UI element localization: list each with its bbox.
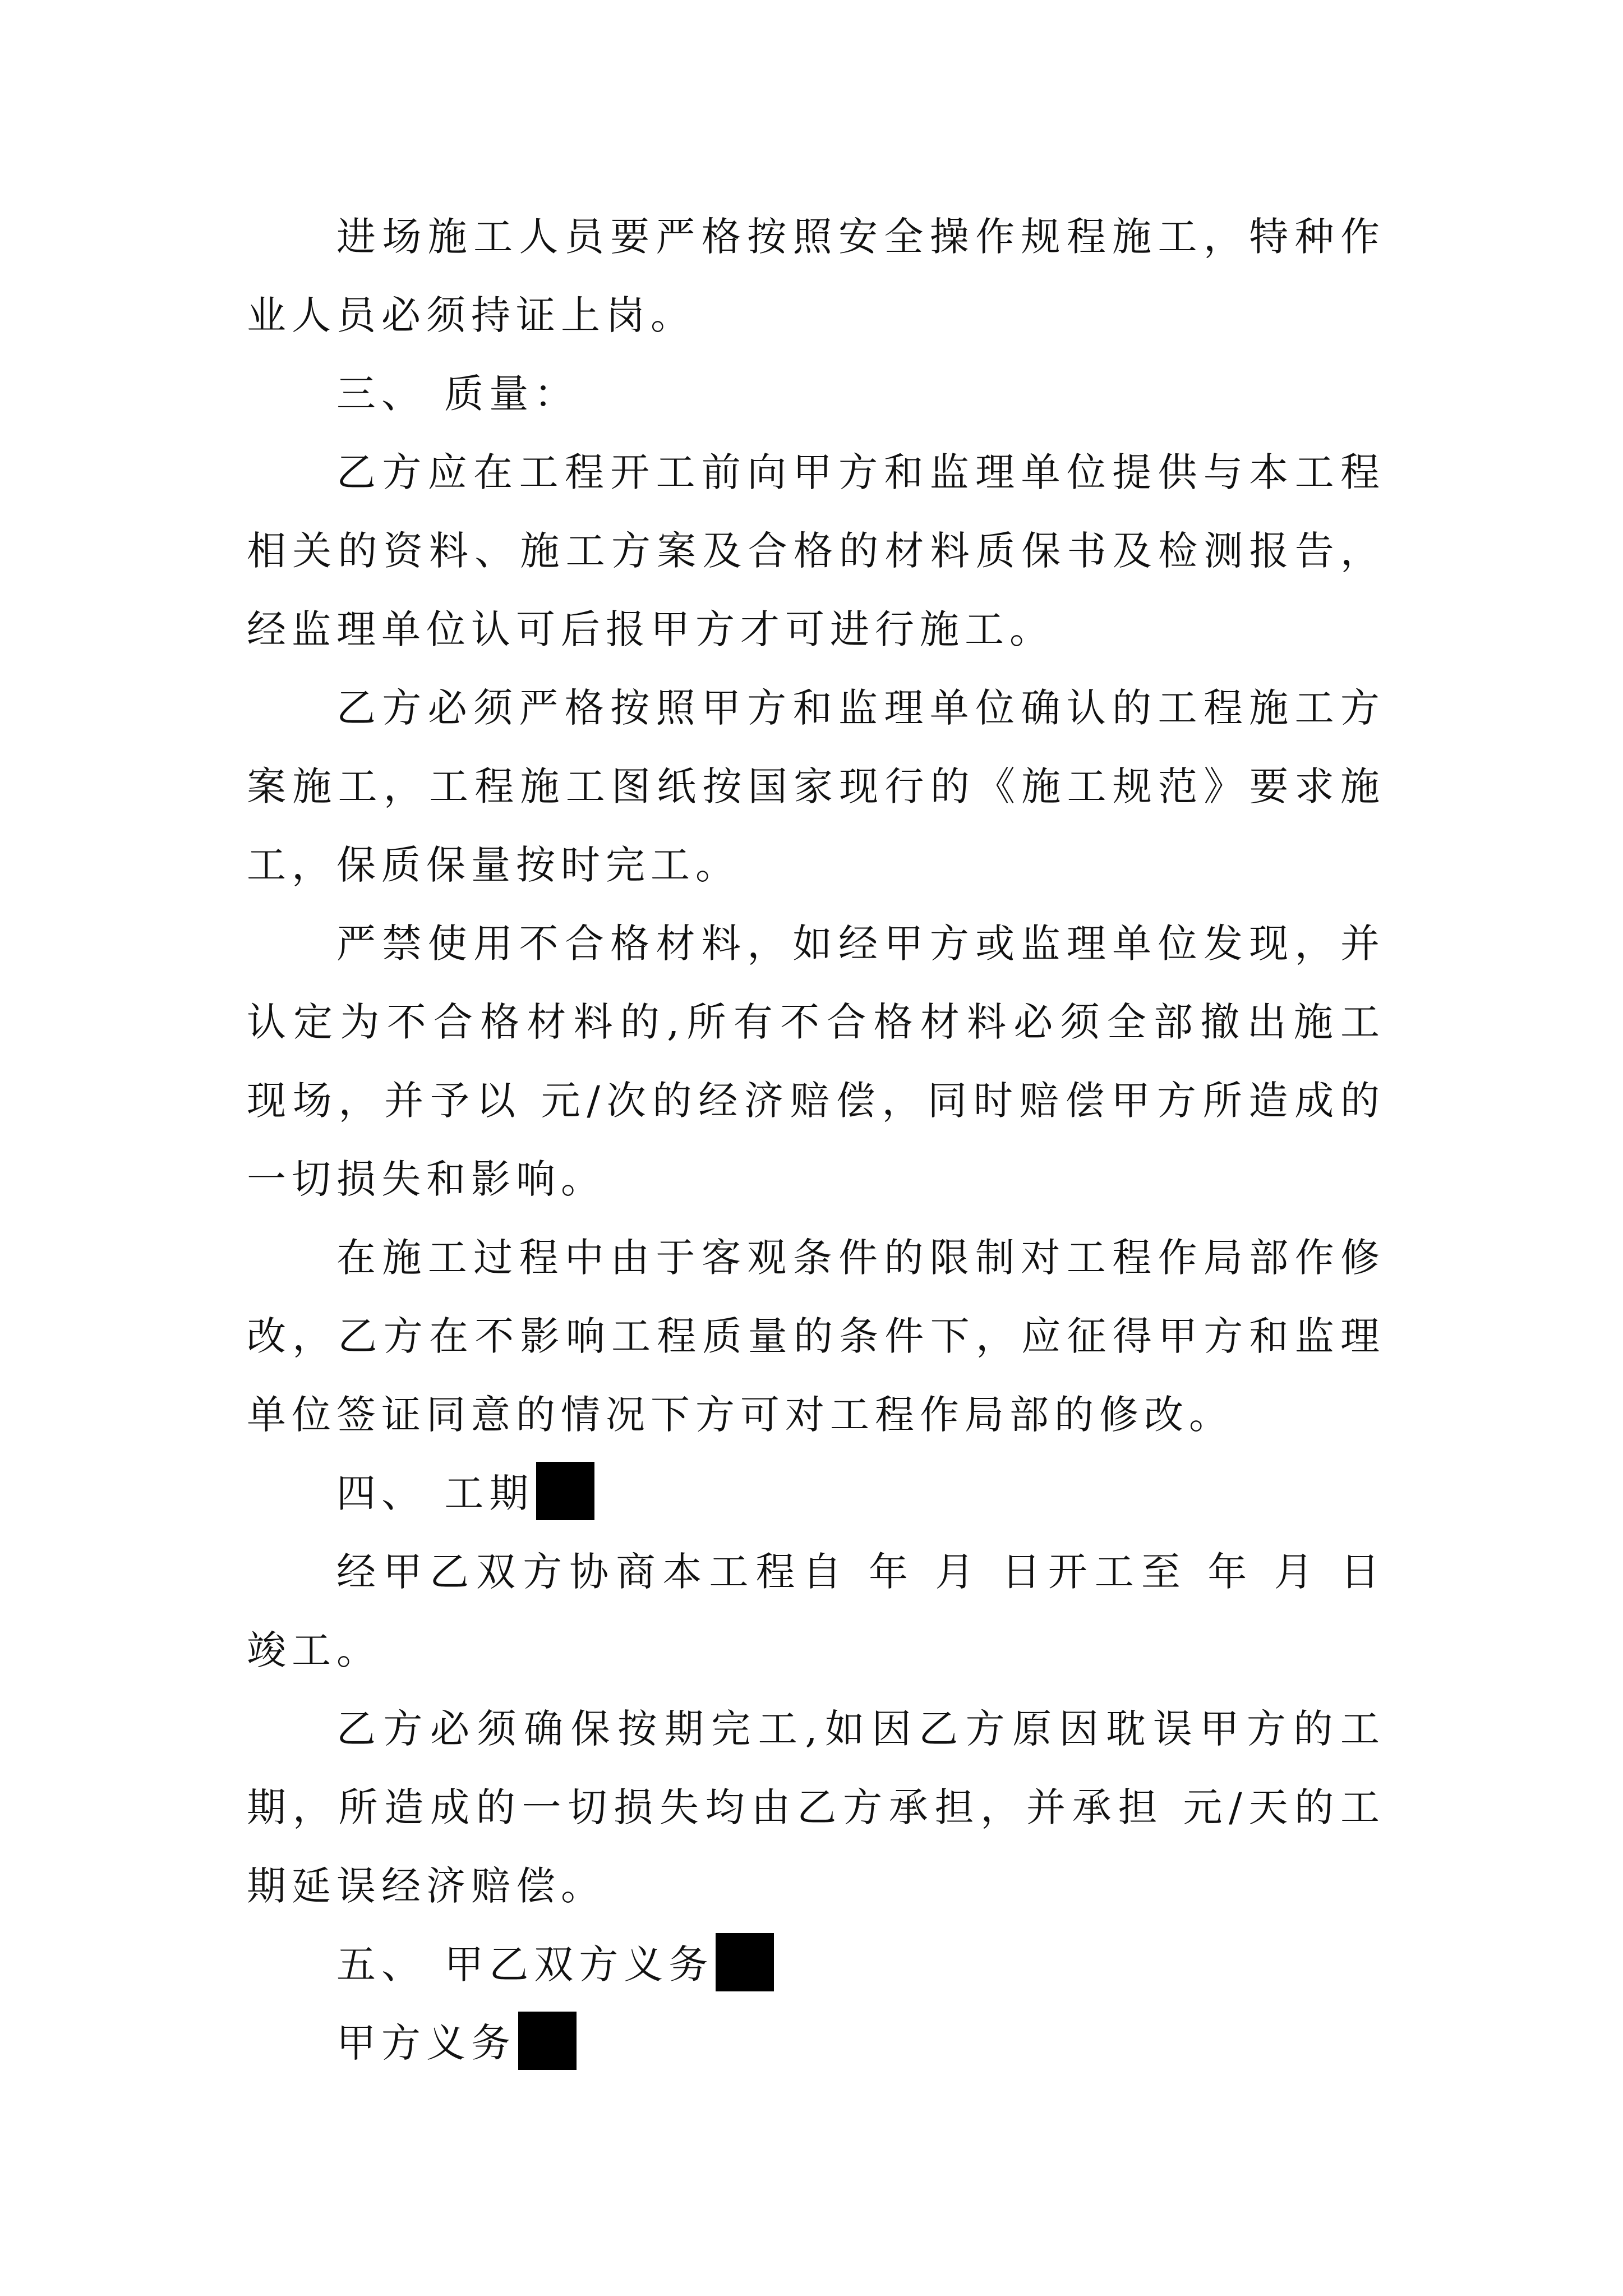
section-heading-obligations-text: 五、 甲乙双方义务: [336, 1941, 714, 1987]
subheading-party-a-obligations-text: 甲方义务: [336, 2020, 516, 2066]
section-heading-quality: 三、 质量：: [336, 371, 579, 417]
document-body: [247, 197, 1385, 2082]
section-heading-schedule: [247, 1454, 1385, 1533]
paragraph-modifications: 在施工过程中由于客观条件的限制对工程作局部作修改，乙方在不影响工程质量的条件下，应征得甲方和监理单位签证同意的情况下方可对工程作局部的修改。: [247, 1235, 1385, 1438]
subheading-party-a-obligations: [247, 2004, 1385, 2082]
section-heading-obligations: [247, 1925, 1385, 2004]
section-heading-schedule-text: 四、 工期: [336, 1470, 534, 1516]
redaction-block: [536, 1462, 594, 1520]
paragraph-unqualified-materials: 严禁使用不合格材料，如经甲方或监理单位发现，并认定为不合格材料的,所有不合格材料必须全部撤出施工现场，并予以 元/次的经济赔偿，同时赔偿甲方所造成的一切损失和影响。: [247, 921, 1385, 1202]
redaction-block: [518, 2012, 577, 2070]
paragraph-construction-plan: 乙方必须严格按照甲方和监理单位确认的工程施工方案施工，工程施工图纸按国家现行的《施工规范》要求施工，保质保量按时完工。: [247, 685, 1385, 888]
paragraph-schedule-dates: 经甲乙双方协商本工程自 年 月 日开工至 年 月 日竣工。: [247, 1549, 1385, 1673]
paragraph-safety: 进场施工人员要严格按照安全操作规程施工，特种作业人员必须持证上岗。: [247, 214, 1385, 338]
redaction-block: [716, 1933, 774, 1991]
paragraph-materials-submission: 乙方应在工程开工前向甲方和监理单位提供与本工程相关的资料、施工方案及合格的材料质保书及检测报告，经监理单位认可后报甲方才可进行施工。: [247, 449, 1385, 652]
paragraph-delay-compensation: 乙方必须确保按期完工,如因乙方原因耽误甲方的工期，所造成的一切损失均由乙方承担，并承担 元/天的工期延误经济赔偿。: [247, 1706, 1385, 1909]
